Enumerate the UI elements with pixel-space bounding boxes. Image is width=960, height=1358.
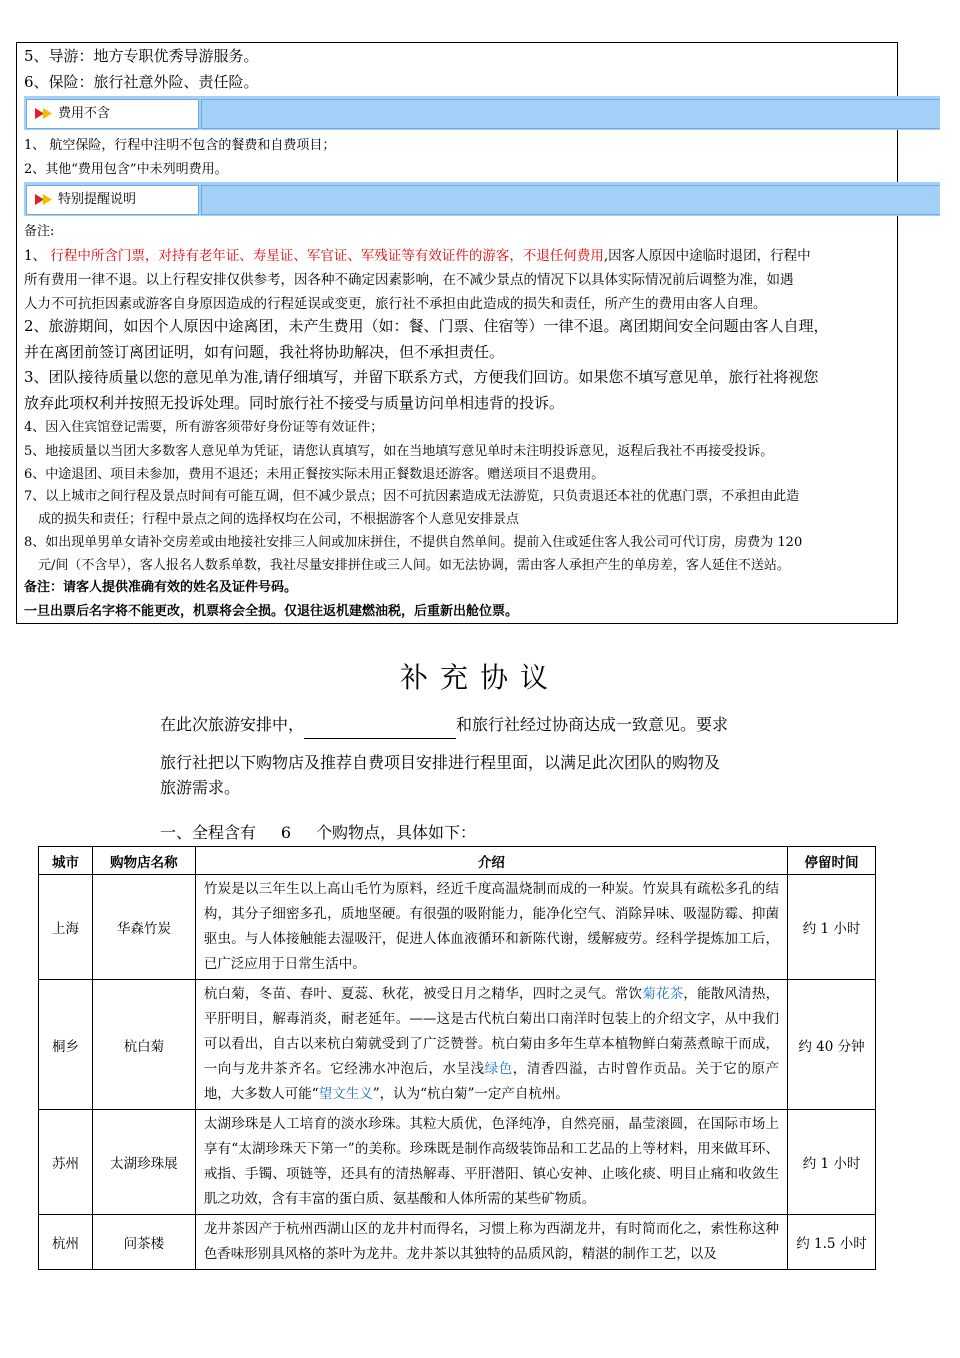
col-header-city: 城市 bbox=[39, 847, 93, 875]
reminder-item-4: 4、因入住宾馆登记需要，所有游客须带好身份证等有效证件； bbox=[24, 420, 384, 435]
intro-cell: 太湖珍珠是人工培育的淡水珍珠。其粒大质优，色泽纯净，自然亮丽，晶莹滚圆，在国际市场上享有“太湖珍珠天下第一”的美称。珍珠既是制作高级装饰品和工艺品的上等材料，用来做耳环、戒指、手镯、项链等，还具有的清热解毒、平肝潜阳、镇心安神、止咳化痰、明目止痛和收敛生肌之功效，含有丰富的蛋白质、氨基酸和人体所需的某些矿物质。 bbox=[195, 1110, 787, 1215]
time-cell: 约 1.5 小时 bbox=[788, 1215, 876, 1270]
city-cell: 桐乡 bbox=[39, 980, 93, 1110]
time-cell: 约 1 小时 bbox=[788, 1110, 876, 1215]
reminder-header bbox=[26, 185, 199, 215]
party-name-blank[interactable] bbox=[304, 712, 456, 739]
store-cell: 太湖珍珠展 bbox=[92, 1110, 195, 1215]
reminder-item-7-cont: 成的损失和责任；行程中景点之间的选择权均在公司，不根据游客个人意见安排景点 bbox=[38, 512, 520, 527]
note-label: 备注: bbox=[24, 224, 55, 239]
agreement-paragraph-2: 旅行社把以下购物店及推荐自费项目安排进行程里面，以满足此次团队的购物及 bbox=[160, 753, 721, 772]
time-cell: 约 1 小时 bbox=[788, 875, 876, 980]
id-note: 备注：请客人提供准确有效的姓名及证件号码。 bbox=[24, 580, 298, 595]
store-cell: 华森竹炭 bbox=[92, 875, 195, 980]
reminder-item-7: 7、以上城市之间行程及景点时间有可能互调，但不减少景点；因不可抗因素造成无法游览，只负责退还本社的优惠门票，不承担由此造 bbox=[24, 489, 800, 504]
insurance-line: 6、保险：旅行社意外险、责任险。 bbox=[24, 73, 259, 91]
table-header-row bbox=[39, 847, 876, 875]
city-cell: 杭州 bbox=[39, 1215, 93, 1270]
guide-line: 5、导游：地方专职优秀导游服务。 bbox=[24, 47, 259, 65]
reminder-header-fill bbox=[201, 185, 940, 215]
chrysanthemum-tea-link[interactable]: 菊花茶 bbox=[642, 986, 684, 1002]
green-link[interactable]: 绿色 bbox=[484, 1061, 513, 1077]
excluded-header bbox=[26, 99, 199, 129]
col-header-time: 停留时间 bbox=[788, 847, 876, 875]
reminder-header-label: 特别提醒说明 bbox=[58, 192, 137, 207]
reminder-item-2: 2、旅游期间，如因个人原因中途离团，未产生费用（如：餐、门票、住宿等）一律不退。离团期间安全问题由客人自理， bbox=[24, 317, 829, 335]
agreement-paragraph-1: 在此次旅游安排中， 和旅行社经过协商达成一致意见。要求 bbox=[160, 712, 728, 739]
shopping-table bbox=[38, 846, 876, 1270]
reminder-item-5: 5、地接质量以当团大多数客人意见单为凭证，请您认真填写，如在当地填写意见单时未注明投诉意见，返程后我社不再接受投诉。 bbox=[24, 444, 774, 459]
reminder-item-8: 8、如出现单男单女请补交房差或由地接社安排三人间或加床拼住，不提供自然单间。提前入住或延住客人我公司可代订房，房费为 120 bbox=[24, 535, 803, 550]
excluded-header-label: 费用不含 bbox=[58, 106, 111, 121]
table-row bbox=[39, 1215, 876, 1270]
agreement-title: 补充协议 bbox=[399, 661, 560, 694]
reminder-item-3: 3、团队接待质量以您的意见单为准,请仔细填写，并留下联系方式，方便我们回访。如果您不填写意见单，旅行社将视您 bbox=[24, 368, 819, 386]
ticket-note: 一旦出票后名字将不能更改，机票将会全损。仅退往返机建燃油税，后重新出舱位票。 bbox=[24, 604, 519, 619]
reminder-header-bar bbox=[24, 182, 940, 216]
no-refund-warning: 行程中所含门票，对持有老年证、寿星证、军官证、军残证等有效证件的游客，不退任何费用 bbox=[50, 248, 604, 264]
city-cell: 苏州 bbox=[39, 1110, 93, 1215]
shop-count-value: 6 bbox=[256, 820, 316, 847]
excluded-header-bar bbox=[24, 96, 940, 130]
reminder-item-3-cont: 放弃此项权利并按照无投诉处理。同时旅行社不接受与质量访问单相违背的投诉。 bbox=[24, 394, 565, 412]
intro-cell: 龙井茶因产于杭州西湖山区的龙井村而得名，习惯上称为西湖龙井，有时简而化之，索性称这种色香味形别具风格的茶叶为龙井。龙井茶以其独特的品质风韵，精湛的制作工艺，以及 bbox=[195, 1215, 787, 1270]
col-header-store: 购物店名称 bbox=[92, 847, 195, 875]
reminder-item-1-cont: 人力不可抗拒因素或游客自身原因造成的行程延误或变更，旅行社不承担由此造成的损失和责任，所产生的费用由客人自理。 bbox=[24, 296, 767, 312]
intro-cell: 杭白菊，冬苗、春叶、夏蕊、秋花，被受日月之精华，四时之灵气。常饮菊花茶，能散风清热，平肝明目，解毒消炎，耐老延年。——这是古代杭白菊出口南洋时包装上的介绍文字，从中我们可以看出，自古以来杭白菊就受到了广泛赞誉。杭白菊由多年生草本植物鲜白菊蒸煮晾干而成，一向与龙井茶齐名。它经沸水冲泡后，水呈浅绿色，清香四溢，古时曾作贡品。关于它的原产地，大多数人可能“望文生义”，认为“杭白菊”一定产自杭州。 bbox=[195, 980, 787, 1110]
agreement-paragraph-2-cont: 旅游需求。 bbox=[160, 778, 241, 797]
store-cell: 问茶楼 bbox=[92, 1215, 195, 1270]
double-arrow-icon bbox=[35, 194, 55, 205]
double-arrow-icon bbox=[35, 108, 55, 119]
table-row bbox=[39, 1110, 876, 1215]
store-cell: 杭白菊 bbox=[92, 980, 195, 1110]
reminder-item-1-cont: 所有费用一律不退。以上行程安排仅供参考，因各种不确定因素影响，在不减少景点的情况下以具体实际情况前后调整为准，如遇 bbox=[24, 272, 794, 288]
excluded-item: 2、其他“费用包含”中未列明费用。 bbox=[24, 162, 228, 177]
reminder-item-6: 6、中途退团、项目未参加，费用不退还；未用正餐按实际未用正餐数退还游客。赠送项目不退费用。 bbox=[24, 467, 605, 482]
col-header-intro: 介绍 bbox=[195, 847, 787, 875]
table-row bbox=[39, 875, 876, 980]
reminder-item-8-cont: 元/间（不含早），客人报名人数系单数，我社尽量安排拼住或三人间。如无法协调，需由客人承担产生的单房差，客人延住不送站。 bbox=[38, 558, 790, 573]
table-row bbox=[39, 980, 876, 1110]
reminder-item-2-cont: 并在离团前签订离团证明，如有问题，我社将协助解决，但不承担责任。 bbox=[24, 343, 505, 361]
excluded-item: 1、 航空保险，行程中注明不包含的餐费和自费项目； bbox=[24, 138, 336, 153]
shop-count-line: 一、全程含有 6 个购物点，具体如下： bbox=[160, 820, 476, 847]
excluded-header-fill bbox=[201, 99, 940, 129]
intro-cell: 竹炭是以三年生以上高山毛竹为原料，经近千度高温烧制而成的一种炭。竹炭具有疏松多孔的结构，其分子细密多孔，质地坚硬。有很强的吸附能力，能净化空气、消除异味、吸湿防霉、抑菌驱虫。与人体接触能去湿吸汗，促进人体血液循环和新陈代谢，缓解疲劳。经科学提炼加工后，已广泛应用于日常生活中。 bbox=[195, 875, 787, 980]
idiom-link[interactable]: 望文生义 bbox=[318, 1086, 373, 1102]
reminder-item-1: 1、 行程中所含门票，对持有老年证、寿星证、军官证、军残证等有效证件的游客，不退任何费用,因客人原因中途临时退团，行程中 bbox=[24, 248, 811, 264]
time-cell: 约 40 分钟 bbox=[788, 980, 876, 1110]
city-cell: 上海 bbox=[39, 875, 93, 980]
